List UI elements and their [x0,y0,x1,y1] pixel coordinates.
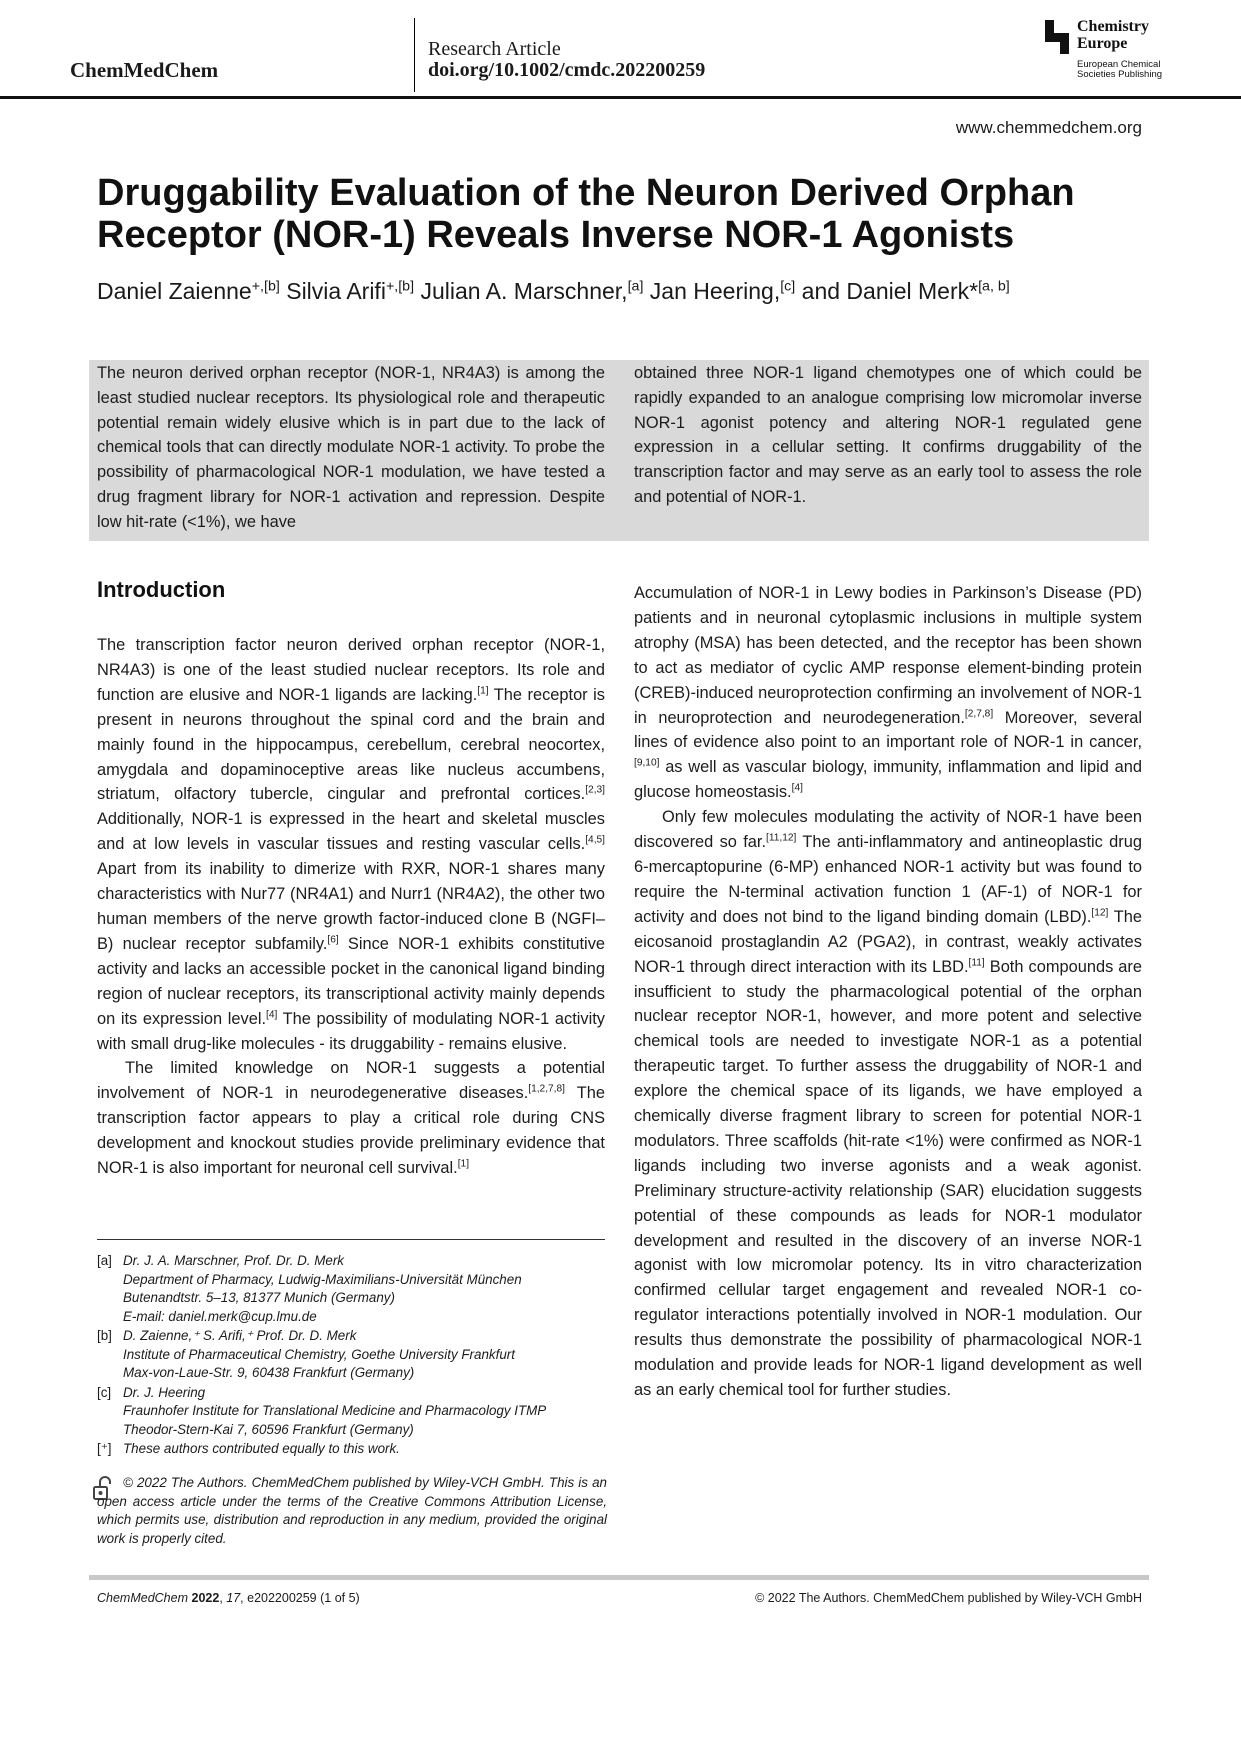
logo-subtext-2: Societies Publishing [1077,69,1163,80]
body-paragraph [634,805,1142,1403]
citation-reference[interactable]: [4] [266,1009,278,1021]
footnote-rule [97,1239,605,1240]
affiliation-names: Dr. J. A. Marschner, Prof. Dr. D. Merk [123,1253,344,1268]
author-list [97,276,1157,306]
affiliation-line: Institute of Pharmaceutical Chemistry, Goethe University Frankfurt [123,1346,515,1362]
affiliation-names: These authors contributed equally to this work. [123,1441,400,1456]
affiliation-item [97,1384,607,1440]
logo-subtext-1: European Chemical [1077,59,1161,70]
body-text: The limited knowledge on NOR-1 suggests a potential involvement of NOR-1 in neurodegenerative diseases. [97,1059,605,1103]
author-affiliation-marker: [a, b] [978,278,1010,295]
citation-reference[interactable]: [11] [968,957,985,969]
footer-volume: 17 [226,1591,241,1605]
author-affiliation-marker: +,[b] [251,278,280,295]
logo-text-chemistry: Chemistry [1077,18,1149,35]
footer-journal: ChemMedChem [97,1591,189,1605]
header-rule [0,96,1241,99]
journal-website-link[interactable]: www.chemmedchem.org [955,118,1142,137]
affiliation-names: D. Zaienne,⁺ S. Arifi,⁺ Prof. Dr. D. Merk [123,1328,357,1343]
citation-reference[interactable]: [12] [1091,907,1109,919]
affiliation-list [97,1252,607,1460]
body-text: The eicosanoid prostaglandin A2 (PGA2), in contrast, weakly activates NOR-1 through direct interaction with its LBD. [634,907,1142,976]
affiliation-label: [⁺] [97,1441,112,1456]
citation-reference[interactable]: [2,3] [585,784,605,796]
body-text: The transcription factor neuron derived orphan receptor (NOR-1, NR4A3) is one of the least studied nuclear receptors. Its role and function are elusive and NOR-1 ligands are lacking. [97,636,605,704]
affiliation-line: Max-von-Laue-Str. 9, 60438 Frankfurt (Germany) [123,1365,415,1380]
article-title: Druggability Evaluation of the Neuron Derived Orphan Receptor (NOR-1) Reveals Inverse NOR-1 Agonists [97,172,1075,256]
license-statement [97,1474,607,1548]
author-name: Silvia Arifi [286,278,386,304]
citation-reference[interactable]: [4,5] [585,834,605,846]
body-column-right [634,581,1142,1403]
footer-copyright: © 2022 The Authors. ChemMedChem published by Wiley-VCH GmbH [755,1591,1142,1605]
body-text: The transcription factor appears to play a critical role during CNS development and knockout studies provide preliminary evidence that NOR-1 is also important for neuronal cell survival. [97,1084,605,1178]
author-affiliation-marker: +,[b] [385,278,415,295]
citation-reference[interactable]: [1] [477,685,489,697]
author-affiliation-marker: [c] [780,278,796,295]
header-divider [414,18,415,92]
citation-reference[interactable]: [4] [791,782,803,794]
footer-year: 2022 [191,1591,220,1605]
author-name: Daniel Zaienne [97,278,252,304]
body-text: The receptor is present in neurons throughout the spinal cord and the brain and mainly found in the hippocampus, cerebellum, cerebral neocortex, amygdala and dopaminoceptive areas like nucleus accumbens, striatum, olfactory tubercle, cingular and prefrontal cortices. [97,685,605,804]
article-type: Research Article [428,38,561,60]
abstract-text-right: obtained three NOR-1 ligand chemotypes one of which could be rapidly expanded to an analogue comprising low micromolar inverse NOR-1 agonist potency and altering NOR-1 regulated gene expression in a cellular setting. It confirms druggability of the transcription factor and may serve as an early tool to assess the role and potential of NOR-1. [634,364,1142,506]
body-text: The anti-inflammatory and antineoplastic drug 6-mercaptopurine (6-MP) enhanced NOR-1 activity but was found to require the N-terminal activation function 1 (AF-1) of NOR-1 for activity and does not bind to the ligand binding domain (LBD). [634,833,1142,926]
footer-article-page: , e202200259 (1 of 5) [240,1591,360,1605]
citation-reference[interactable]: [1] [457,1158,470,1170]
affiliation-line: Theodor-Stern-Kai 7, 60596 Frankfurt (Germany) [123,1421,414,1437]
body-paragraph [97,633,605,1056]
body-paragraph [97,1056,605,1181]
affiliation-label: [b] [97,1328,112,1343]
author-name: Jan Heering, [649,278,781,304]
author-affiliation-marker: [a] [627,278,644,295]
affiliation-label: [c] [97,1384,112,1400]
affiliation-line: Department of Pharmacy, Ludwig-Maximilians-Universität München [123,1271,522,1287]
affiliation-label: [a] [97,1253,112,1268]
affiliation-line[interactable]: E-mail: daniel.merk@cup.lmu.de [123,1308,317,1324]
body-text: Both compounds are insufficient to study the pharmacological potential of the orphan nuclear receptor NOR-1, however, and more potent and selective chemical tools are needed to investigate NOR-1 as a potential therapeutic target. To further assess the druggability of NOR-1 and explore the chemical space of its ligands, we have employed a chemically diverse fragment library to screen for potential NOR-1 modulators. Three scaffolds (hit-rate <1%) were confirmed as NOR-1 ligands including two inverse agonists and a weak agonist. Preliminary structure-activity relationship (SAR) elucidation suggests potential of these compounds as leads for NOR-1 modulator development and resulted in the discovery of an inverse NOR-1 agonist with low micromolar potency. Its in vitro characterization confirmed cellular target engagement and revealed NOR-1 co-regulator interactions potentially involved in NOR-1 modulation. Our results thus demonstrate the possibility of pharmacological NOR-1 modulation and provide leads for NOR-1 ligand development as well as an early chemical tool for further studies. [634,957,1142,1399]
affiliation-item [97,1327,607,1383]
publisher-logo [1045,18,1175,80]
body-text: Accumulation of NOR-1 in Lewy bodies in Parkinson’s Disease (PD) patients and in neuronal cytoplasmic inclusions in multiple system atrophy (MSA) has been detected, and the receptor has been shown to act as mediator of cyclic AMP response element-binding protein (CREB)-induced neuroprotection confirming an involvement of NOR-1 in neuroprotection and neurodegeneration. [634,584,1142,727]
section-heading-introduction: Introduction [97,577,226,602]
affiliation-line: Fraunhofer Institute for Translational Medicine and Pharmacology ITMP [123,1403,547,1418]
license-text: © 2022 The Authors. ChemMedChem published by Wiley-VCH GmbH. This is an open access article under the terms of the Creative Commons Attribution License, which permits use, distribution and reproduction in any medium, provided the original work is properly cited. [97,1475,607,1546]
doi-link[interactable]: doi.org/10.1002/cmdc.202200259 [428,59,706,81]
body-column-left [97,633,605,1181]
journal-name: ChemMedChem [70,58,219,82]
citation-reference[interactable]: [2,7,8] [964,708,994,720]
body-text: as well as vascular biology, immunity, inflammation and lipid and glucose homeostasis. [634,758,1142,802]
affiliation-line: Butenandtstr. 5–13, 81377 Munich (Germany) [123,1290,395,1305]
body-text: Apart from its inability to dimerize with RXR, NOR-1 shares many characteristics with Nur77 (NR4A1) and Nurr1 (NR4A2), the other two human members of the nerve growth factor-induced clone B (NGFI–B) nuclear receptor subfamily. [97,860,605,953]
citation-reference[interactable]: [11,12] [766,832,797,844]
affiliation-names: Dr. J. Heering [123,1384,206,1400]
affiliation-item [97,1252,607,1326]
body-paragraph [634,581,1142,805]
logo-text-europe: Europe [1077,35,1128,52]
body-text: Additionally, NOR-1 is expressed in the heart and skeletal muscles and at low levels in vascular tissues and resting vascular cells. [97,810,605,854]
footer-citation: ChemMedChem 2022, 17, e202200259 (1 of 5) [97,1591,360,1605]
body-text: Since NOR-1 exhibits constitutive activity and lacks an accessible pocket in the canonical ligand binding region of nuclear receptors, its transcriptional activity mainly depends on its expression level. [97,934,606,1028]
chemistry-europe-logo-icon [1045,20,1071,54]
footer-rule [89,1575,1149,1580]
body-text: Moreover, several lines of evidence also point to an important role of NOR-1 in cancer, [634,708,1143,752]
author-name: Julian A. Marschner, [420,278,628,304]
author-name: and Daniel Merk* [801,278,979,304]
affiliation-item [97,1440,607,1459]
citation-reference[interactable]: [1,2,7,8] [528,1083,565,1095]
abstract-text-left: The neuron derived orphan receptor (NOR-1, NR4A3) is among the least studied nuclear receptors. Its physiological role and therapeutic potential remain widely elusive which is in part due to the lack of chemical tools that can directly modulate NOR-1 activity. To probe the possibility of pharmacological NOR-1 modulation, we have tested a drug fragment library for NOR-1 activation and repression. Despite low hit-rate (<1%), we have [97,364,605,531]
citation-reference[interactable]: [6] [327,934,339,946]
body-text: Only few molecules modulating the activity of NOR-1 have been discovered so far. [634,808,1142,852]
citation-reference[interactable]: [9,10] [634,757,660,769]
body-text: The possibility of modulating NOR-1 activity with small drug-like molecules - its druggability - remains elusive. [97,1009,605,1053]
